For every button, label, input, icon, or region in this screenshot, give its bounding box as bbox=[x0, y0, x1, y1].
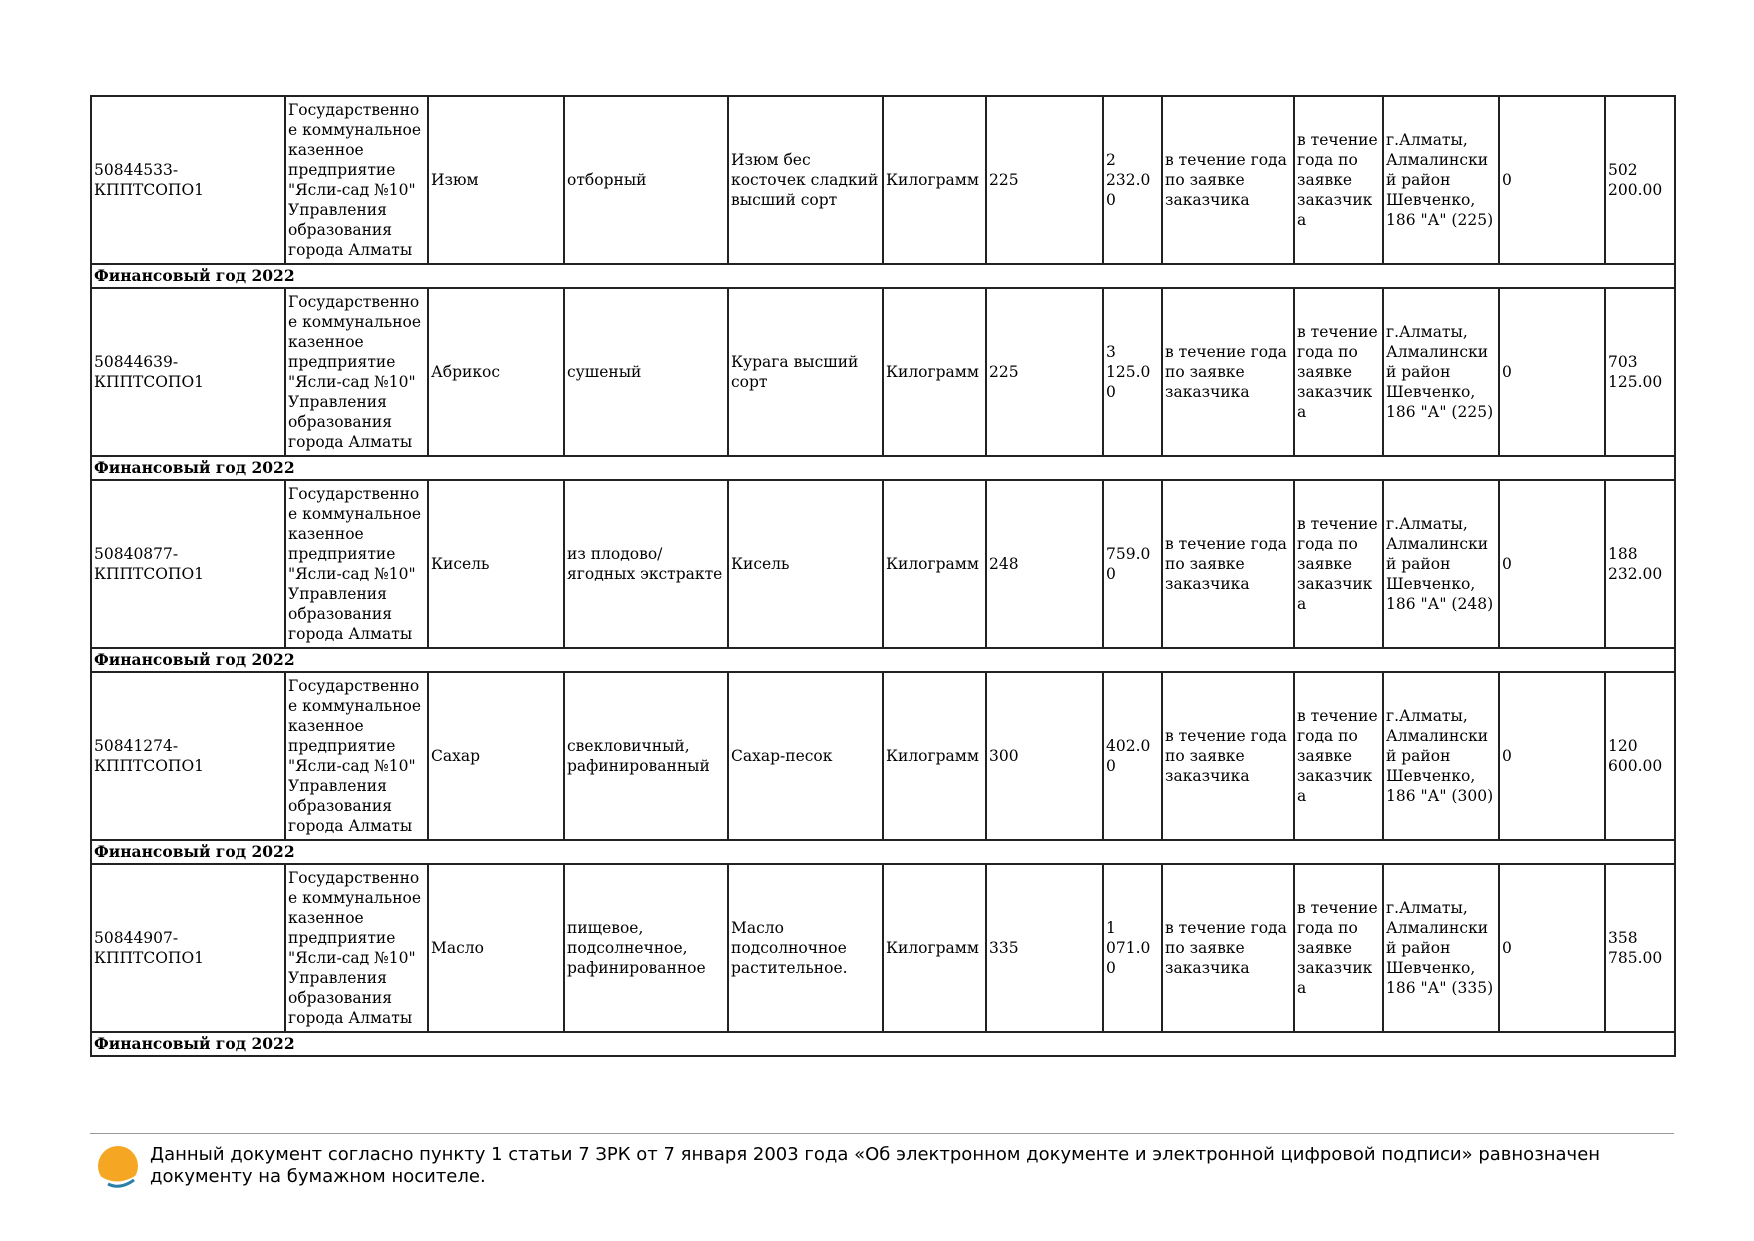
unit-cell: Килограмм bbox=[883, 672, 986, 840]
sum-cell: 120 600.00 bbox=[1605, 672, 1675, 840]
unit-cell: Килограмм bbox=[883, 480, 986, 648]
customer-cell: Государственное коммунальное казенное предприятие "Ясли-сад №10" Управления образования города Алматы bbox=[285, 672, 428, 840]
unit-cell: Килограмм bbox=[883, 864, 986, 1032]
sum-cell: 502 200.00 bbox=[1605, 96, 1675, 264]
advance-cell: 0 bbox=[1499, 96, 1605, 264]
delivery-term-cell: в течение года по заявке заказчика bbox=[1162, 672, 1294, 840]
sum-cell: 188 232.00 bbox=[1605, 480, 1675, 648]
table-row bbox=[91, 864, 1675, 1032]
quantity-cell: 300 bbox=[986, 672, 1103, 840]
item-code-cell: 50844907-КППТСОПО1 bbox=[91, 864, 285, 1032]
description-cell: Масло подсолночное растительное. bbox=[728, 864, 883, 1032]
item-code-cell: 50844533-КППТСОПО1 bbox=[91, 96, 285, 264]
delivery-period-cell: в течение года по заявке заказчика bbox=[1294, 864, 1383, 1032]
delivery-period-cell: в течение года по заявке заказчика bbox=[1294, 288, 1383, 456]
delivery-term-cell: в течение года по заявке заказчика bbox=[1162, 96, 1294, 264]
customer-cell: Государственное коммунальное казенное предприятие "Ясли-сад №10" Управления образования города Алматы bbox=[285, 864, 428, 1032]
address-cell: г.Алматы, Алмалинский район Шевченко, 186 "А" (300) bbox=[1383, 672, 1499, 840]
financial-year-row bbox=[91, 648, 1675, 672]
price-cell: 3 125.00 bbox=[1103, 288, 1162, 456]
item-name-cell: Изюм bbox=[428, 96, 564, 264]
table-row bbox=[91, 96, 1675, 264]
delivery-period-cell: в течение года по заявке заказчика bbox=[1294, 480, 1383, 648]
delivery-term-cell: в течение года по заявке заказчика bbox=[1162, 864, 1294, 1032]
unit-cell: Килограмм bbox=[883, 96, 986, 264]
characteristic-cell: пищевое, подсолнечное, рафинированное bbox=[564, 864, 728, 1032]
financial-year-label: Финансовый год 2022 bbox=[91, 264, 1675, 288]
procurement-table bbox=[90, 95, 1676, 1057]
item-name-cell: Сахар bbox=[428, 672, 564, 840]
table-body bbox=[91, 96, 1675, 1056]
quantity-cell: 225 bbox=[986, 96, 1103, 264]
financial-year-label: Финансовый год 2022 bbox=[91, 456, 1675, 480]
footer bbox=[90, 1133, 1674, 1187]
advance-cell: 0 bbox=[1499, 672, 1605, 840]
delivery-period-cell: в течение года по заявке заказчика bbox=[1294, 96, 1383, 264]
customer-cell: Государственное коммунальное казенное предприятие "Ясли-сад №10" Управления образования города Алматы bbox=[285, 288, 428, 456]
delivery-term-cell: в течение года по заявке заказчика bbox=[1162, 480, 1294, 648]
price-cell: 759.00 bbox=[1103, 480, 1162, 648]
customer-cell: Государственное коммунальное казенное предприятие "Ясли-сад №10" Управления образования города Алматы bbox=[285, 480, 428, 648]
item-code-cell: 50840877-КППТСОПО1 bbox=[91, 480, 285, 648]
characteristic-cell: из плодово/ ягодных экстракте bbox=[564, 480, 728, 648]
advance-cell: 0 bbox=[1499, 864, 1605, 1032]
item-name-cell: Масло bbox=[428, 864, 564, 1032]
customer-cell: Государственное коммунальное казенное предприятие "Ясли-сад №10" Управления образования города Алматы bbox=[285, 96, 428, 264]
price-cell: 402.00 bbox=[1103, 672, 1162, 840]
description-cell: Курага высший сорт bbox=[728, 288, 883, 456]
item-code-cell: 50844639-КППТСОПО1 bbox=[91, 288, 285, 456]
financial-year-row bbox=[91, 456, 1675, 480]
address-cell: г.Алматы, Алмалинский район Шевченко, 186 "А" (335) bbox=[1383, 864, 1499, 1032]
advance-cell: 0 bbox=[1499, 288, 1605, 456]
address-cell: г.Алматы, Алмалинский район Шевченко, 186 "А" (248) bbox=[1383, 480, 1499, 648]
address-cell: г.Алматы, Алмалинский район Шевченко, 186 "А" (225) bbox=[1383, 96, 1499, 264]
description-cell: Сахар-песок bbox=[728, 672, 883, 840]
description-cell: Кисель bbox=[728, 480, 883, 648]
financial-year-label: Финансовый год 2022 bbox=[91, 648, 1675, 672]
quantity-cell: 335 bbox=[986, 864, 1103, 1032]
description-cell: Изюм бес косточек сладкий высший сорт bbox=[728, 96, 883, 264]
sum-cell: 358 785.00 bbox=[1605, 864, 1675, 1032]
characteristic-cell: свекловичный, рафинированный bbox=[564, 672, 728, 840]
unit-cell: Килограмм bbox=[883, 288, 986, 456]
item-name-cell: Абрикос bbox=[428, 288, 564, 456]
characteristic-cell: сушеный bbox=[564, 288, 728, 456]
table-row bbox=[91, 288, 1675, 456]
table-row bbox=[91, 672, 1675, 840]
delivery-term-cell: в течение года по заявке заказчика bbox=[1162, 288, 1294, 456]
price-cell: 2 232.00 bbox=[1103, 96, 1162, 264]
financial-year-row bbox=[91, 264, 1675, 288]
item-code-cell: 50841274-КППТСОПО1 bbox=[91, 672, 285, 840]
egov-sun-logo-icon bbox=[94, 1144, 142, 1192]
advance-cell: 0 bbox=[1499, 480, 1605, 648]
sum-cell: 703 125.00 bbox=[1605, 288, 1675, 456]
delivery-period-cell: в течение года по заявке заказчика bbox=[1294, 672, 1383, 840]
quantity-cell: 225 bbox=[986, 288, 1103, 456]
financial-year-row bbox=[91, 1032, 1675, 1056]
address-cell: г.Алматы, Алмалинский район Шевченко, 186 "А" (225) bbox=[1383, 288, 1499, 456]
financial-year-label: Финансовый год 2022 bbox=[91, 840, 1675, 864]
financial-year-row bbox=[91, 840, 1675, 864]
quantity-cell: 248 bbox=[986, 480, 1103, 648]
table-row bbox=[91, 480, 1675, 648]
characteristic-cell: отборный bbox=[564, 96, 728, 264]
legal-notice: Данный документ согласно пункту 1 статьи 7 ЗРК от 7 января 2003 года «Об электронном документе и электронной цифровой подписи» равнозначен документу на бумажном носителе. bbox=[150, 1144, 1601, 1187]
financial-year-label: Финансовый год 2022 bbox=[91, 1032, 1675, 1056]
price-cell: 1 071.00 bbox=[1103, 864, 1162, 1032]
item-name-cell: Кисель bbox=[428, 480, 564, 648]
